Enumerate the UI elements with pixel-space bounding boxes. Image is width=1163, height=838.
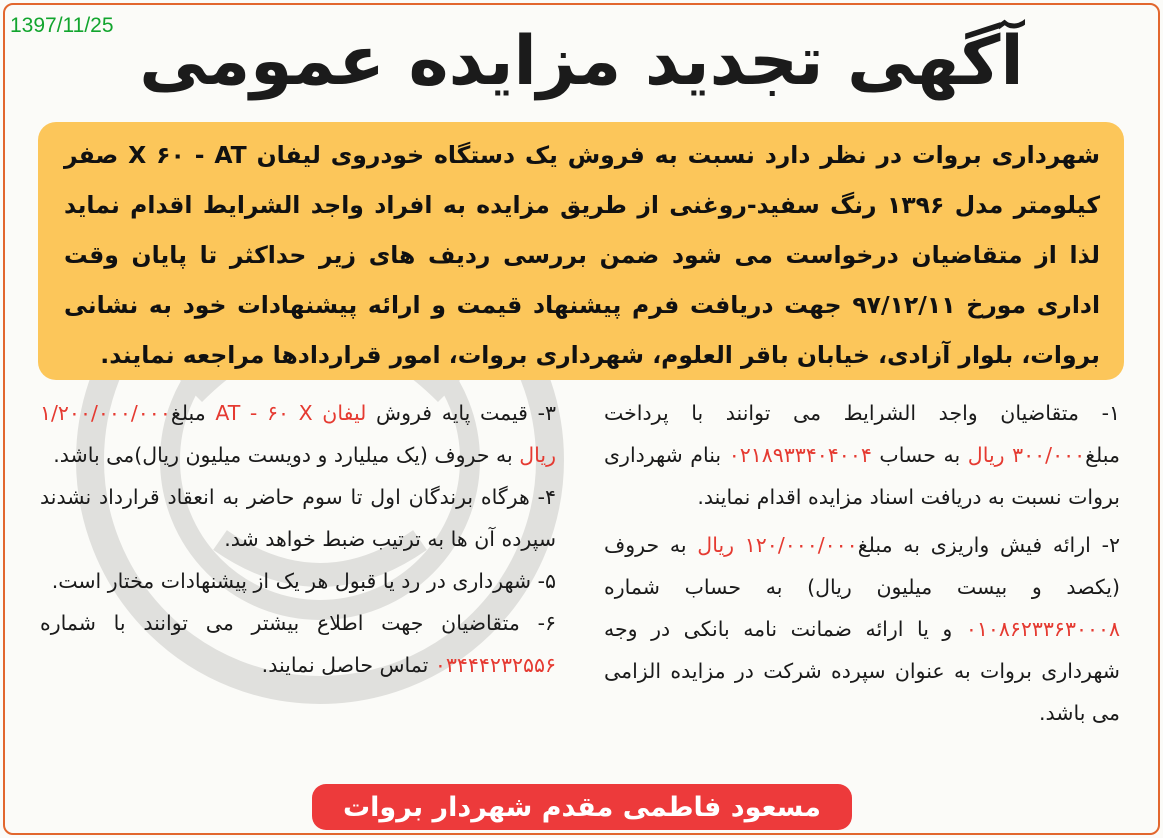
item6-text-b: تماس حاصل نمایند. — [261, 653, 435, 677]
condition-item-4: ۴- هرگاه برندگان اول تا سوم حاضر به انعقاد قرارداد نشدند سپرده آن ها به ترتیب ضبط خواهد شد. — [40, 485, 556, 551]
item2-text-a: ۲- ارائه فیش واریزی به مبلغ — [857, 533, 1120, 557]
item1-text-b: به حساب — [871, 443, 968, 467]
left-column — [40, 392, 556, 782]
item3-text-a: ۳- قیمت پایه فروش — [366, 401, 556, 425]
intro-box — [38, 122, 1124, 380]
conditions-columns — [40, 392, 1120, 782]
item1-text-c: بنام شهرداری بروات نسبت به دریافت اسناد مزایده اقدام نمایند. — [604, 443, 1120, 509]
intro-text-1: شهرداری بروات در نظر دارد نسبت به فروش یک دستگاه خودروی لیفان — [246, 141, 1100, 169]
intro-text-2: صفر کیلومتر مدل ۱۳۹۶ رنگ سفید-روغنی از طریق مزایده به افراد واجد الشرایط اقدام نماید لذا از متقاضیان درخواست می شود ضمن بررسی ردیف های زیر حداکثر تا پایان وقت اداری مورخ ۹۷/۱۲/۱۱ جهت دریافت فرم پیشنهاد قیمت و ارائه پیشنهادات خود به نشانی بروات، بلوار آزادی، خیابان باقر العلوم، شهرداری بروات، امور قراردادها مراجعه نمایند. — [64, 141, 1100, 369]
condition-item-6 — [40, 602, 556, 686]
item3-text-b: مبلغ — [170, 401, 216, 425]
item2-text-b: به حروف (یکصد و بیست میلیون ریال) به حساب شماره — [604, 533, 1120, 599]
item1-account: ۰۲۱۸۹۳۳۴۰۴۰۰۴ — [728, 443, 872, 467]
item3-car: لیفان AT - ۶۰ X — [215, 401, 367, 425]
item6-text-a: ۶- متقاضیان جهت اطلاع بیشتر می توانند با شماره — [40, 611, 556, 635]
signature-banner: مسعود فاطمی مقدم شهردار بروات — [312, 784, 852, 830]
item3-text-c: به حروف (یک میلیارد و دویست میلیون ریال)می باشد. — [53, 443, 520, 467]
condition-item-2 — [604, 524, 1120, 734]
item1-amount: ۳۰۰/۰۰۰ ریال — [967, 443, 1086, 467]
item6-phone: ۰۳۴۴۴۲۳۲۵۵۶ — [434, 653, 556, 677]
date-label: 1397/11/25 — [10, 14, 114, 37]
item2-text-c: و یا ارائه ضمانت نامه بانکی در وجه شهرداری بروات به عنوان سپرده شرکت در مزایده الزامی می باشد. — [604, 617, 1120, 725]
page-title: آگهی تجدید مزایده عمومی — [139, 22, 1024, 101]
item2-account: ۰۱۰۸۶۲۳۳۶۳۰۰۰۸ — [965, 617, 1120, 641]
condition-item-1 — [604, 392, 1120, 518]
right-column — [604, 392, 1120, 782]
item2-amount: ۱۲۰/۰۰۰/۰۰۰ ریال — [697, 533, 858, 557]
condition-item-5: ۵- شهرداری در رد یا قبول هر یک از پیشنهادات مختار است. — [51, 569, 556, 593]
item1-text-a: ۱- متقاضیان واجد الشرایط می توانند با پرداخت مبلغ — [604, 401, 1120, 467]
condition-item-3 — [40, 392, 556, 476]
item3-amount: ۱/۲۰۰/۰۰۰/۰۰۰ ریال — [40, 401, 556, 467]
intro-car-model: X ۶۰ - AT — [128, 141, 247, 169]
